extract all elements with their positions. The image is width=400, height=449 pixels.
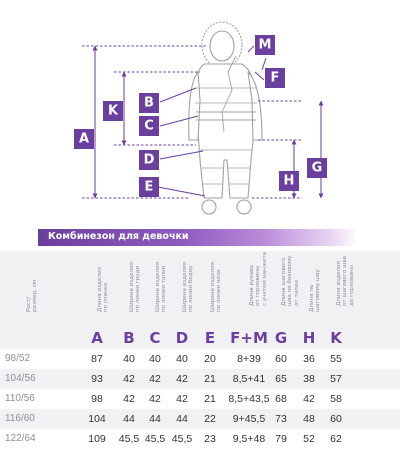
row-cell: 42	[123, 372, 135, 385]
label-G	[307, 158, 327, 178]
label-E	[139, 177, 159, 197]
header-col-C: Ширина изделия по линии талии C	[149, 262, 168, 347]
row-cell: 8,5+41	[232, 372, 266, 385]
header-col-D: Ширина изделия по линии бедер D	[175, 262, 195, 347]
table-title-bar	[38, 229, 358, 246]
row-size: 122/64	[5, 432, 36, 444]
table-row	[0, 389, 400, 409]
row-cell: 45,5	[118, 432, 140, 445]
svg-text:D: D	[143, 152, 155, 168]
row-cell: 57	[330, 372, 342, 385]
label-K	[103, 101, 123, 121]
table-header-row	[0, 251, 400, 349]
row-cell: 45,5	[144, 432, 166, 445]
table-title: Комбинезон для девочки	[48, 231, 189, 242]
row-cell: 9+45,5	[232, 412, 266, 425]
row-size: 110/56	[5, 392, 35, 404]
header-col-H: Длина по шаговому шву H	[302, 269, 322, 347]
snowsuit-illustration	[189, 22, 262, 214]
header-col-FM: Длина рукава от горловины с учетом манжета F+M	[230, 251, 268, 347]
row-cell: 40	[149, 353, 161, 365]
table-row	[0, 349, 400, 369]
row-cell: 48	[303, 412, 315, 425]
row-cell: 68	[275, 392, 287, 405]
row-cell: 42	[303, 392, 315, 405]
header-size-label: Рост/ размер, см	[26, 280, 39, 313]
header-col-A: Длина изделия по спинке A	[91, 267, 110, 347]
row-cell: 60	[330, 412, 342, 425]
row-cell: 40	[176, 353, 188, 365]
row-cell: 8+39	[237, 353, 261, 365]
table-row	[0, 369, 400, 389]
label-B	[139, 93, 159, 113]
row-cell: 38	[303, 372, 315, 385]
svg-text:E: E	[144, 179, 154, 195]
row-cell: 40	[123, 353, 135, 365]
row-cell: 44	[176, 412, 188, 425]
row-cell: 21	[204, 372, 216, 385]
row-cell: 44	[123, 412, 135, 425]
row-cell: 42	[149, 372, 161, 385]
row-cell: 98	[91, 392, 103, 405]
row-cell: 23	[204, 432, 216, 445]
header-col-G: Длина шагового шва по боковому от талии G	[274, 255, 300, 347]
row-cell: 62	[330, 432, 342, 445]
row-cell: 42	[123, 392, 135, 405]
row-cell: 109	[88, 432, 106, 445]
row-cell: 93	[91, 372, 103, 385]
row-cell: 42	[149, 392, 161, 405]
label-A	[74, 129, 94, 149]
row-cell: 22	[204, 412, 216, 425]
row-cell: 87	[91, 353, 103, 365]
size-table	[0, 229, 400, 445]
row-cell: 9,5+48	[232, 432, 266, 445]
row-cell: 55	[330, 353, 342, 365]
row-cell: 52	[303, 432, 315, 445]
svg-text:G: G	[311, 160, 323, 176]
header-size	[8, 251, 44, 349]
label-M	[255, 35, 275, 55]
label-F	[265, 68, 285, 88]
row-size: 98/52	[5, 353, 31, 364]
row-cell: 104	[88, 412, 106, 425]
svg-text:K: K	[107, 103, 119, 119]
row-cell: 58	[330, 392, 342, 405]
row-size: 116/60	[5, 412, 35, 424]
table-row	[0, 429, 400, 449]
row-cell: 65	[275, 372, 287, 385]
svg-text:C: C	[144, 118, 154, 134]
svg-text:A: A	[78, 131, 90, 147]
row-cell: 73	[275, 412, 287, 425]
row-cell: 79	[275, 432, 287, 445]
svg-text:F: F	[270, 70, 280, 86]
label-C	[139, 116, 159, 136]
row-cell: 8,5+43,5	[228, 392, 270, 405]
row-cell: 20	[204, 353, 216, 365]
row-cell: 36	[303, 353, 315, 365]
header-col-K: Длина изделия от шагового шва до горловины K	[330, 255, 355, 347]
header-col-E: Ширина изделия по линии низа E	[204, 262, 223, 347]
svg-text:M: M	[258, 37, 272, 53]
svg-text:H: H	[283, 173, 295, 189]
row-size: 104/56	[5, 372, 36, 384]
label-H	[279, 171, 299, 191]
row-cell: 42	[176, 372, 188, 385]
label-D	[139, 150, 159, 170]
table-row	[0, 409, 400, 429]
row-cell: 44	[149, 412, 161, 425]
row-cell: 42	[176, 392, 188, 405]
row-cell: 45,5	[171, 432, 193, 445]
row-cell: 21	[204, 392, 216, 405]
svg-text:B: B	[144, 95, 154, 111]
header-col-B: Ширина изделия по линии груди B	[123, 262, 142, 347]
row-cell: 60	[275, 353, 287, 365]
